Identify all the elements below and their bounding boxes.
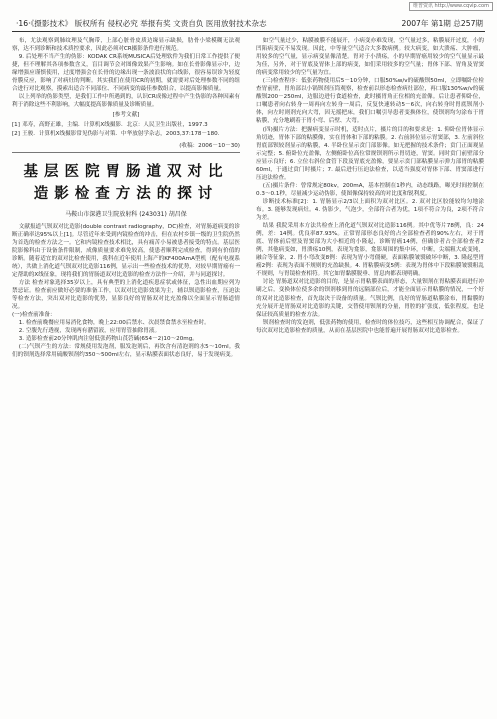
paragraph: 9. 后处理不当产生的伪影：KODAK CR系统MUSICA后处理软件为我们日常工作提供了便捷，但不理解其各项参数含义，盲目调节会对图像效果产生影响。如在长骨影像显示中，边缘增强应谨慎使用，过度增强会在长骨的边缘出现一条波浪状的白线影，很容易误诊为轻度骨膜反应，影响了对病灶的判断。其实我们在使用CR的初期，就需要对后处理参数不同的组合进行对比观察，摸索出适合不同部位、不同病变的最佳参数组合，以提高影像质量。: [12, 54, 240, 93]
author-line: 马鞍山市深港卫生院放射科 (243031) 胡昌保: [65, 210, 187, 218]
source-stamp: 维普资讯 http://www.cqvip.com: [409, 2, 493, 11]
article-title: [12, 161, 240, 205]
reference-item: [1] 邓寿，高野正雄，主编．计算机X线摄影．北京：人民卫生出版社，1997.3: [12, 122, 208, 129]
left-column: [12, 37, 240, 359]
title-line-1: 基层医院胃肠道双对比: [23, 162, 229, 180]
paragraph: (五)摄片条件：曾常规定80kv，200mA，基本控制在1秒内，动态线路，曝光时间控制在0.3～0.1秒，尽量减少运动伪影，使图像保持较高的对比度和锐利度。: [256, 182, 484, 197]
paragraph: 诊断技术标准[2]：1. 胃肠显示2/3以上面积为双对比区。2. 双对比区胶能较均匀地涂布。3. 能够发现病灶。4. 伪影少，气泡少，全部符合者为优，1项不符合为良，2项不符合为差。: [256, 198, 484, 222]
paragraph: 如空气量过少，粘膜被膜不能展开，小病变亦难发现，空气量过多，粘膜展开过度，小的凹陷病变反不易发现。因此，中等量空气适合大多数病例。较大病变，如大溃疡、大肿瘤，用较多的空气量，显示病变显像清楚。胃对于小溃疡，小的早期胃癌用较少的空气量显示最为佳，另外，对于胃底及胃体上部的病变，如们采用较多的空气量；胃体下部、胃角及胃窦的病变常用较少的空气量为宜。: [256, 38, 484, 77]
paragraph: (三)检查程序：低张药物使用后5－10分钟，口服50%w/v的硫酸钡50ml，立即嘱卧位检查胃前壁，胃角部以小锅钡剂压筒观察，检查前以形态检查病灶部位，再口服130%w/v的硫酸钡200－250ml，边服边进行食道检查，此时摄胃角正位相的充盈像。后让患者仰卧位，口嘱患者向右转身一周再向左转身一周后，反复快速转动5－6次，向右转身时胃底钡剂小体，向左时则剂充向大弯，因无摇把床，我们口嘱引导患者变换体位，使钡剂均匀涂布于胃粘膜，充分地刷着于胃小弯、后壁、大弯。: [256, 78, 484, 125]
title-line-2: 造影检查方法的探讨: [33, 184, 219, 202]
references-heading: [参考文献]: [112, 112, 140, 119]
header-left: ·16·《摄影技术》 版权所有 侵权必究 举报有奖 文责自负 医用放射技术杂志: [16, 19, 267, 28]
header-right: 2007年 第1期 总257期: [401, 19, 483, 28]
paragraph: 讨论 胃肠道双对比造影的目的，是显示胃粘膜表面的形态，大量钡剂在胃粘膜表面进行冲刷之后，变换体位使多余的钡剂移到胃的远隔部位后，才能全面显示胃粘膜的情况，一个好的双对比造影检查，首先取决于设备的质量。气钡比例，良好的胃肠道粘膜涂布，胃黏膜的充分展开是胃肠双对比造影的关键，交替使用钡剂的分量，胃腔的扩张度，低张程度，也是保证较高质量的检查方法。: [256, 279, 484, 318]
reference-item: [2] 王骏．计算机X线摄影常见伪影与对策．中华放射学杂志，2003,37:178－180.: [12, 130, 220, 137]
paragraph: (四)摄片方法：把握病变显示时机，适时点片，摄片的目的和要求是：1. 仰卧位胃体显示角切迹，胃体下部的粘膜像，实在胃体和下部的粘膜。2. 右前斜位显示胃窦部，3. 左前斜位胃底部钡较剂显示的粘膜，4. 半卧位显示贲门部影像。如无把握的技术条件；贲门正面观显示完整；5. 俯卧位充盈像，左侧俯卧位高位常规钡剂所示胃切迹，胃窦。同时贲门前壁部分应显示良好；6. 立位右斜位食管下段及胃底充盈像，要显示贲门部粘膜显示弹力部胃的粘膜60ml，于通过贲门时摄片；7. 最后进行压迫法检查，以适当强度对胃体下部、胃窦部进行压迫法检查。: [256, 126, 484, 181]
paragraph: 3. 造影检查前20分钟肌肉注射低张药物山莨菪碱(654－2)10～20mg。: [18, 336, 198, 343]
paragraph: 钡剂检查时的发泡剂，低张药物的使用，检查时的体位技巧，这些相互协调配合，保证了每次双对比造影检查的质量，从而在基层医院中也能普遍开展胃肠双对比造影检查。: [256, 319, 484, 334]
section-divider: [12, 152, 240, 153]
right-column: [256, 37, 484, 335]
subsection-heading: (一)检查前准备：: [12, 312, 56, 319]
paragraph: 结果 我院采用本方法共检查上消化道气钡双对比造影116例。其中优等片78例，良：24例，差：14例。优良率87.93%。正常胃部形态良好的占全部检查者的90%左右，对于胃底、胃体前后壁及胃窦部为大小相近的小隆起，诊断胃癌14例，但确诊者占全部检查者2例，其他病变如，胃溃疡10例，表现为龛影，龛影周围的集中环，中断，尖端粗大或变钝，融合等征象，2. 胃小弯改变8例：表现为胃小弯僵硬，表面粘膜皱襞破坏中断，3. 隆起型胃癌2例：表现为表面不规则的充盈缺损。4. 胃粘膜病变5例：表现为胃体中下段粘膜皱襞粗乱不规则，与胃镜检查相符。其它如胃黏膜脱垂、胃息肉都表现明确。: [256, 223, 484, 278]
paragraph: 布，尤法观察到肺纹理及气胸带，上部心脏骨皮质边缘显示缺损，肋骨小梁模糊无法观察，达不到诊断和技术质控要求，因此必须对CR摄影条件进行规范。: [12, 38, 240, 53]
paragraph: 以上列举的伪影类型，是我们工作中所遇到的，认识CR成像过程中产生伪影的各种因素有利于消除这些不利影响，大幅度提高影像质量及诊断质量。: [12, 94, 240, 109]
paragraph: 2. 空腹先行透视，发现两有潴留液，应用胃管抽除胃液。: [18, 328, 161, 335]
paragraph: (二)气钡产生的方法：常规使用发泡剂，服发泡剂后，再饮含有清泡剂的水5～10ml。我们的钡剂选择常用硫酸钡剂约350～500ml左右，显示粘膜表面状态良好，易于发现病变。: [12, 344, 240, 359]
paragraph: 1. 检查前晚餐应用易消化食物，晚上22:00后禁水、次晨禁食禁水至检查时。: [18, 320, 210, 327]
paragraph: 文献报道气钡双对比造影(double contrast radiography，DC)检查，对胃肠道病变的诊断正确率达95%以上[1]。尽管近年来受到内镜检查的冲击，但在农村乡镇一级的卫生院仍然为首选的检查方法之一。它和内镜检查技术相比，具有痛苦小易被患者接受的特点。基层医院影像科由于设备条件限制，成像质量要求难免较高，使患者顺利完成检查，得到有价值的诊断。随着适宜的双对比检查使用，我科在近年使用上海产的KF400AmA型机（配有电视系统），共做上消化道气钡双对比造影116例，显示出一些检查技术的优势，对较早期胃癌有一定帮助的X线征象，现将我们的胃肠道双对比造影的检查方法作一介绍，并与同道探讨。: [12, 223, 240, 278]
reference-list: [12, 121, 240, 137]
running-header: [12, 17, 485, 32]
paragraph: 方法 检查对象选择35岁以上，具有典型的上消化道疾患症状或体征，急性出血期应列为禁忌证。检查前应做好必要的准备工作，以双对比造影效果为主，辅以钡造影检查，压迫法等检查方法，突出双对比造影的优势，显影良好的胃肠双对比充盈像以全面显示胃肠道情况。: [12, 279, 240, 311]
received-date: (收稿：2006－10－30): [179, 142, 240, 149]
